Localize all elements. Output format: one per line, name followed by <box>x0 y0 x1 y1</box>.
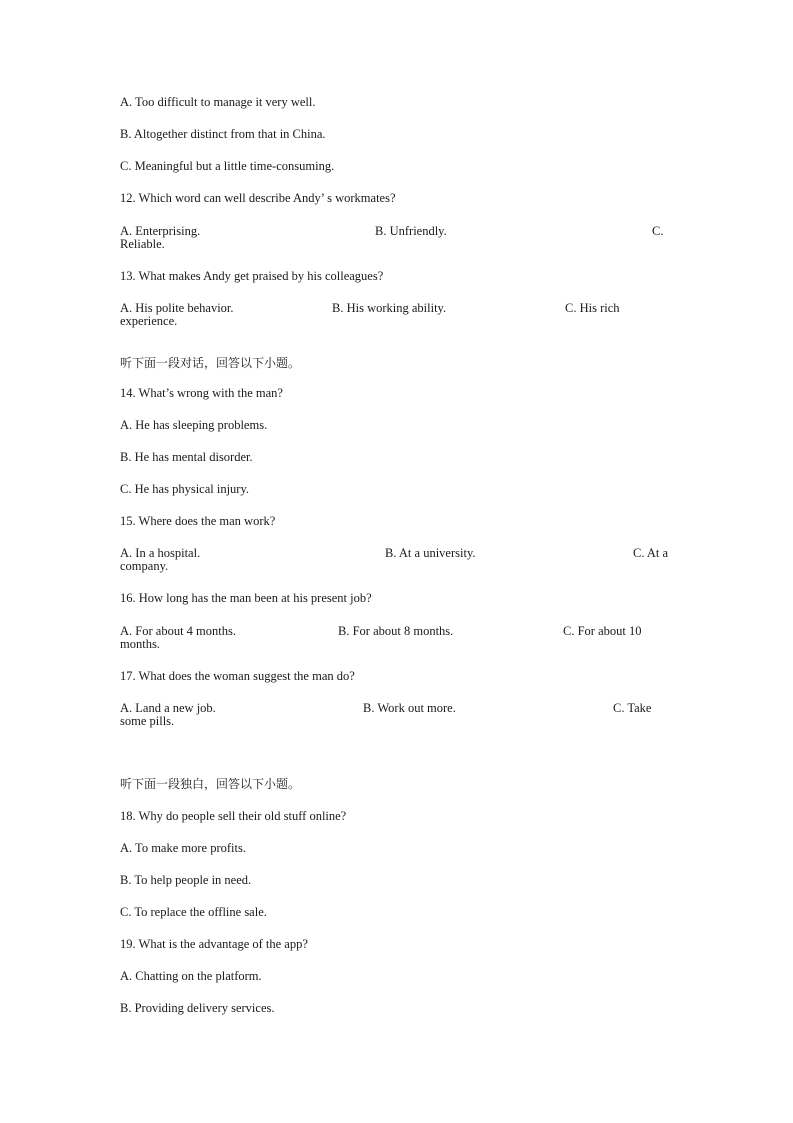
question-15: 15. Where does the man work? <box>120 514 276 528</box>
option-19b: B. Providing delivery services. <box>120 1001 275 1015</box>
option-13b: B. His working ability. <box>332 301 447 315</box>
question-13: 13. What makes Andy get praised by his colleagues? <box>120 269 384 283</box>
option-15c-continued: company. <box>120 559 169 573</box>
option-12b: B. Unfriendly. <box>375 224 447 238</box>
option-14a: A. He has sleeping problems. <box>120 418 268 432</box>
option-11c: C. Meaningful but a little time-consuming. <box>120 159 335 173</box>
option-13a: A. His polite behavior. <box>120 301 234 315</box>
option-18b: B. To help people in need. <box>120 873 252 887</box>
question-17: 17. What does the woman suggest the man do? <box>120 669 355 683</box>
option-18c: C. To replace the offline sale. <box>120 905 267 919</box>
option-16a: A. For about 4 months. <box>120 624 236 638</box>
option-19a: A. Chatting on the platform. <box>120 969 262 983</box>
option-14b: B. He has mental disorder. <box>120 450 253 464</box>
option-17c: C. Take <box>613 701 652 715</box>
option-15b: B. At a university. <box>385 546 476 560</box>
option-15a: A. In a hospital. <box>120 546 201 560</box>
question-12: 12. Which word can well describe Andy’ s workmates? <box>120 191 396 205</box>
options-12 <box>120 224 680 254</box>
option-13c-continued: experience. <box>120 314 178 328</box>
question-14: 14. What’s wrong with the man? <box>120 386 283 400</box>
option-16b: B. For about 8 months. <box>338 624 454 638</box>
option-17a: A. Land a new job. <box>120 701 216 715</box>
option-16c-continued: months. <box>120 637 160 651</box>
options-16 <box>120 624 680 654</box>
question-18: 18. Why do people sell their old stuff online? <box>120 809 347 823</box>
option-13c: C. His rich <box>565 301 620 315</box>
options-13 <box>120 301 680 331</box>
option-17c-continued: some pills. <box>120 714 175 728</box>
option-16c: C. For about 10 <box>563 624 642 638</box>
section-heading-dialogue: 听下面一段对话，回答以下小题。 <box>120 356 301 370</box>
option-15c: C. At a <box>633 546 669 560</box>
option-14c: C. He has physical injury. <box>120 482 250 496</box>
option-11b: B. Altogether distinct from that in China. <box>120 127 326 141</box>
option-12c-continued: Reliable. <box>120 237 165 251</box>
question-16: 16. How long has the man been at his present job? <box>120 591 372 605</box>
option-12a: A. Enterprising. <box>120 224 201 238</box>
option-17b: B. Work out more. <box>363 701 456 715</box>
options-15 <box>120 546 680 576</box>
section-heading-monologue: 听下面一段独白，回答以下小题。 <box>120 777 301 791</box>
option-18a: A. To make more profits. <box>120 841 246 855</box>
options-17 <box>120 701 680 731</box>
option-11a: A. Too difficult to manage it very well. <box>120 95 316 109</box>
option-12c: C. <box>652 224 664 238</box>
question-19: 19. What is the advantage of the app? <box>120 937 308 951</box>
